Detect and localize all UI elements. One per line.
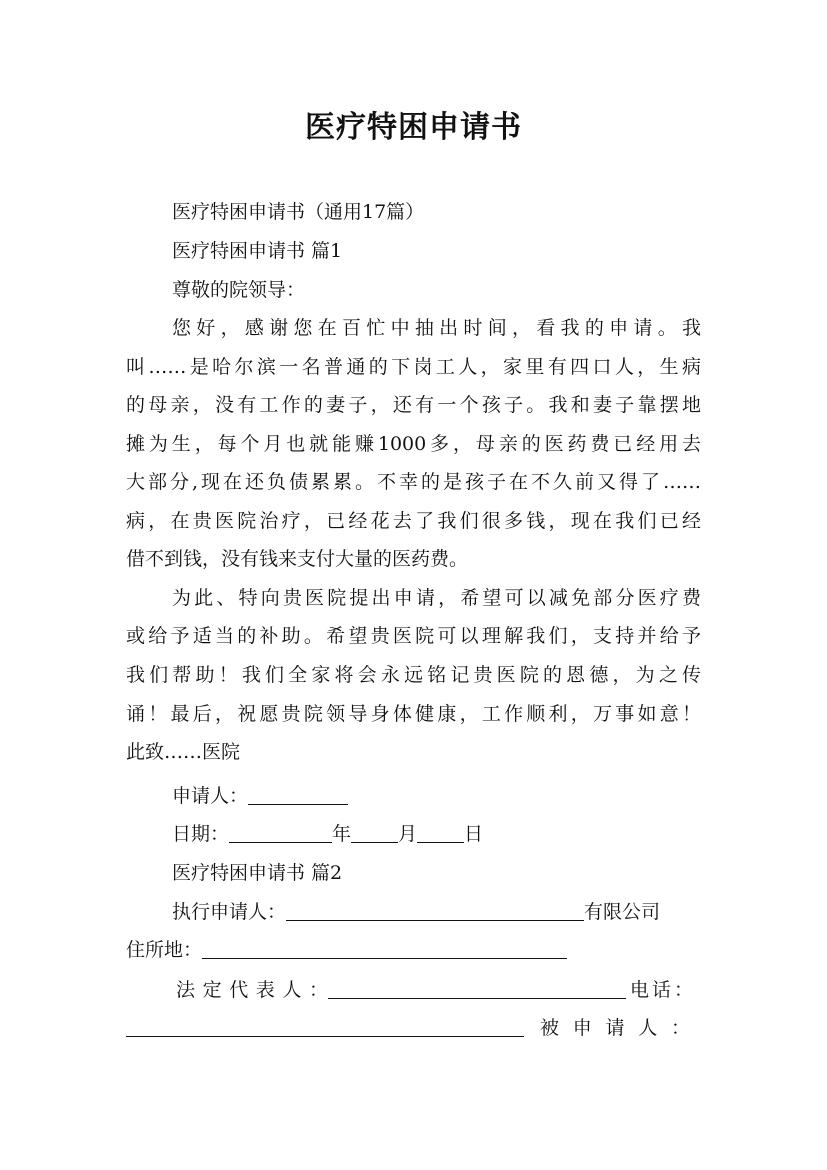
month-blank — [351, 824, 398, 843]
legal-rep-label: 法定代表人： — [176, 979, 328, 1001]
year-blank — [229, 824, 332, 843]
executor-row — [172, 900, 660, 924]
executor-label: 执行申请人： — [172, 901, 287, 923]
section1-heading: 医疗特困申请书 篇1 — [172, 240, 343, 262]
executor-blank — [286, 902, 584, 921]
day-blank — [417, 824, 464, 843]
address-blank — [202, 940, 567, 959]
salutation: 尊敬的院领导： — [172, 279, 306, 301]
address-row — [126, 938, 567, 962]
document-title: 医疗特困申请书 — [305, 110, 522, 145]
month-label: 月 — [398, 823, 418, 845]
applicant-label: 申请人： — [172, 785, 249, 807]
para1-line: 大部分,现在还负债累累。不幸的是孩子在不久前又得了…… — [126, 471, 701, 493]
applicant-blank — [248, 786, 348, 805]
para1-line: 摊为生，每个月也就能赚1000多，母亲的医药费已经用去 — [126, 433, 701, 455]
legal-rep-blank — [328, 980, 626, 999]
respondent-row — [126, 1016, 690, 1040]
para2-line: 或给予适当的补助。希望贵医院可以理解我们，支持并给予 — [126, 625, 701, 647]
company-suffix: 有限公司 — [584, 901, 661, 923]
para1-line: 您好，感谢您在百忙中抽出时间，看我的申请。我 — [172, 317, 701, 339]
para1-line: 的母亲，没有工作的妻子，还有一个孩子。我和妻子靠摆地 — [126, 394, 701, 416]
section2-heading: 医疗特困申请书 篇2 — [172, 862, 343, 884]
para2-line: 我们帮助！我们全家将会永远铭记贵医院的恩德，为之传 — [126, 664, 701, 686]
para2-line: 为此、特向贵医院提出申请，希望可以减免部分医疗费 — [172, 587, 701, 609]
date-label: 日期： — [172, 823, 230, 845]
phone-label: 电话： — [630, 979, 693, 1001]
para1-line: 病，在贵医院治疗，已经花去了我们很多钱，现在我们已经 — [126, 510, 701, 532]
date-row — [172, 822, 483, 846]
para2-line: 诵！最后，祝愿贵院领导身体健康，工作顺利，万事如意！ — [126, 703, 701, 725]
para1-line: 借不到钱，没有钱来支付大量的医药费。 — [126, 548, 469, 570]
phone-blank — [126, 1018, 524, 1037]
respondent-label: 被申请人： — [540, 1017, 690, 1039]
closing-line: 此致……医院 — [126, 741, 241, 763]
day-label: 日 — [464, 823, 484, 845]
applicant-row — [172, 784, 348, 808]
address-label: 住所地： — [126, 939, 203, 961]
subtitle: 医疗特困申请书（通用17篇） — [172, 201, 425, 223]
legal-rep-row — [176, 978, 693, 1002]
para1-line: 叫……是哈尔滨一名普通的下岗工人，家里有四口人，生病 — [126, 356, 701, 378]
year-label: 年 — [332, 823, 352, 845]
